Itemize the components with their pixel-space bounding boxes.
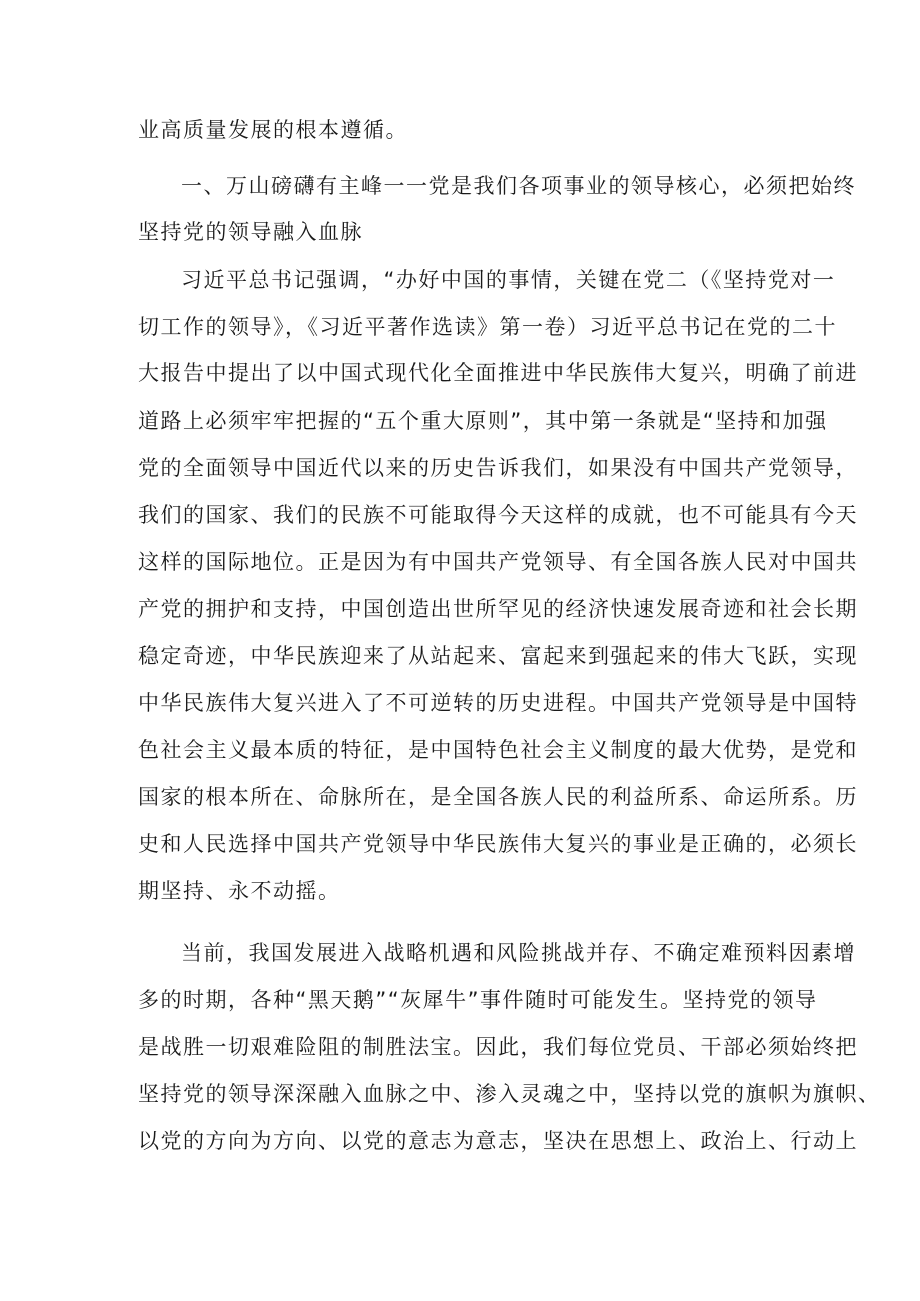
paragraph-line: 业高质量发展的根本遵循。 xyxy=(138,118,408,142)
paragraph-line: 色社会主义最本质的特征，是中国特色社会主义制度的最大优势，是党和 xyxy=(138,738,858,762)
paragraph-line: 大报告中提出了以中国式现代化全面推进中华民族伟大复兴，明确了前进 xyxy=(138,361,858,385)
paragraph-line: 国家的根本所在、命脉所在，是全国各族人民的利益所系、命运所系。历 xyxy=(138,785,858,809)
paragraph-line: 这样的国际地位。正是因为有中国共产党领导、有全国各族人民对中国共 xyxy=(138,550,858,574)
paragraph-line: 期坚持、永不动摇。 xyxy=(138,879,341,903)
paragraph-line: 史和人民选择中国共产党领导中华民族伟大复兴的事业是正确的，必须长 xyxy=(138,832,858,856)
paragraph-line: 坚持党的领导深深融入血脉之中、渗入灵魂之中，坚持以党的旗帜为旗帜、 xyxy=(138,1082,881,1106)
paragraph-line: 稳定奇迹，中华民族迎来了从站起来、富起来到强起来的伟大飞跃，实现 xyxy=(138,644,858,668)
paragraph-line: 道路上必须牢牢把握的“五个重大原则”，其中第一条就是“坚持和加强 xyxy=(138,409,828,433)
paragraph-line: 产党的拥护和支持，中国创造出世所罕见的经济快速发展奇迹和社会长期 xyxy=(138,597,858,621)
section-heading-line: 一、万山磅礴有主峰一一党是我们各项事业的领导核心，必须把始终 xyxy=(181,174,856,198)
paragraph-line: 当前，我国发展进入战略机遇和风险挑战并存、不确定难预料因素增 xyxy=(181,941,856,965)
section-heading-line: 坚持党的领导融入血脉 xyxy=(138,220,363,244)
paragraph-line: 党的全面领导中国近代以来的历史告诉我们，如果没有中国共产党领导， xyxy=(138,456,858,480)
paragraph-line: 是战胜一切艰难险阻的制胜法宝。因此，我们每位党员、干部必须始终把 xyxy=(138,1035,858,1059)
paragraph-line: 习近平总书记强调，“办好中国的事情，关键在党二（《坚持党对一 xyxy=(181,268,836,292)
paragraph-line: 以党的方向为方向、以党的意志为意志，坚决在思想上、政治上、行动上 xyxy=(138,1129,858,1153)
paragraph-line: 我们的国家、我们的民族不可能取得今天这样的成就，也不可能具有今天 xyxy=(138,503,858,527)
paragraph-line: 中华民族伟大复兴进入了不可逆转的历史进程。中国共产党领导是中国特 xyxy=(138,691,858,715)
paragraph-line: 切工作的领导》，《习近平著作选读》第一卷）习近平总书记在党的二十 xyxy=(138,315,837,339)
paragraph-line: 多的时期，各种“黑天鹅”“灰犀牛”事件随时可能发生。坚持党的领导 xyxy=(138,988,818,1012)
